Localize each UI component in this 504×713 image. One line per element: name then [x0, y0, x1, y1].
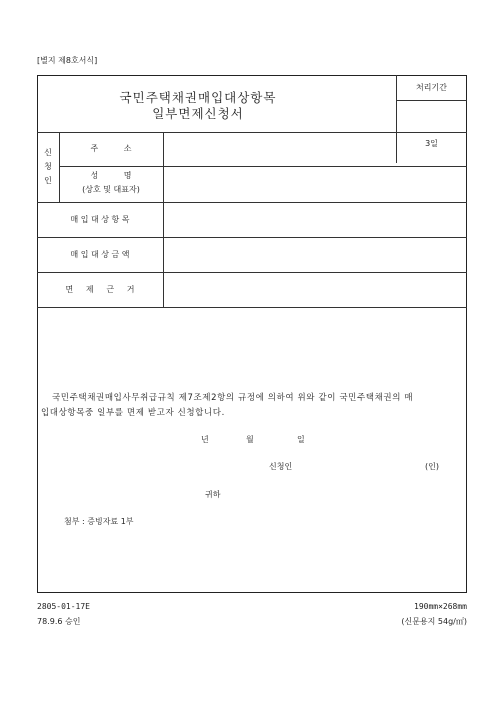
date-day-label: 일 — [297, 435, 305, 444]
statement-line-1: 국민주택채권매입사무취급규칙 제7조제2항의 규정에 의하여 위와 같이 국민주택채권의 매 — [52, 393, 414, 403]
purchase-item-field[interactable] — [164, 203, 466, 237]
footer-paper-size: 190mm×268mm — [414, 602, 467, 611]
applicant-side-char-3: 인 — [44, 176, 52, 185]
date-month-label: 월 — [246, 435, 254, 444]
form-number: [별지 제8호서식] — [37, 56, 98, 65]
addressee-label: 귀하 — [205, 490, 221, 499]
purchase-amount-field[interactable] — [164, 238, 466, 272]
address-label: 주 소 — [90, 144, 132, 153]
form-title-line2: 일부면제신청서 — [152, 106, 244, 121]
footer-code: 2805-01-17E — [37, 602, 90, 611]
attachment-note: 첨부 : 증빙자료 1부 — [64, 517, 134, 526]
applicant-signature-label: 신청인 — [269, 462, 293, 471]
exemption-basis-label: 면 제 근 거 — [65, 285, 135, 294]
purchase-item-label: 매 입 대 상 항 목 — [70, 215, 130, 224]
form-title-line1: 국민주택채권매입대상항목 — [119, 90, 277, 105]
processing-period-label: 처리기간 — [416, 83, 447, 92]
applicant-side-char-2: 청 — [44, 162, 52, 171]
processing-period-value: 3일 — [425, 139, 438, 148]
address-field[interactable] — [164, 133, 466, 166]
name-field[interactable] — [164, 167, 466, 202]
name-sub-label: (상호 및 대표자) — [82, 185, 140, 194]
footer-paper-type: (신문용지 54g/㎡) — [401, 617, 467, 626]
seal-label: (인) — [425, 462, 439, 471]
date-year-label: 년 — [201, 435, 209, 444]
purchase-amount-label: 매 입 대 상 금 액 — [70, 250, 130, 259]
name-label: 성 명 — [90, 171, 132, 180]
statement-line-2: 입대상항목중 일부를 면제 받고자 신청합니다. — [41, 408, 225, 418]
exemption-basis-field[interactable] — [164, 273, 466, 307]
applicant-side-char-1: 신 — [44, 148, 52, 157]
footer-approval: 78.9.6 승인 — [37, 617, 81, 626]
